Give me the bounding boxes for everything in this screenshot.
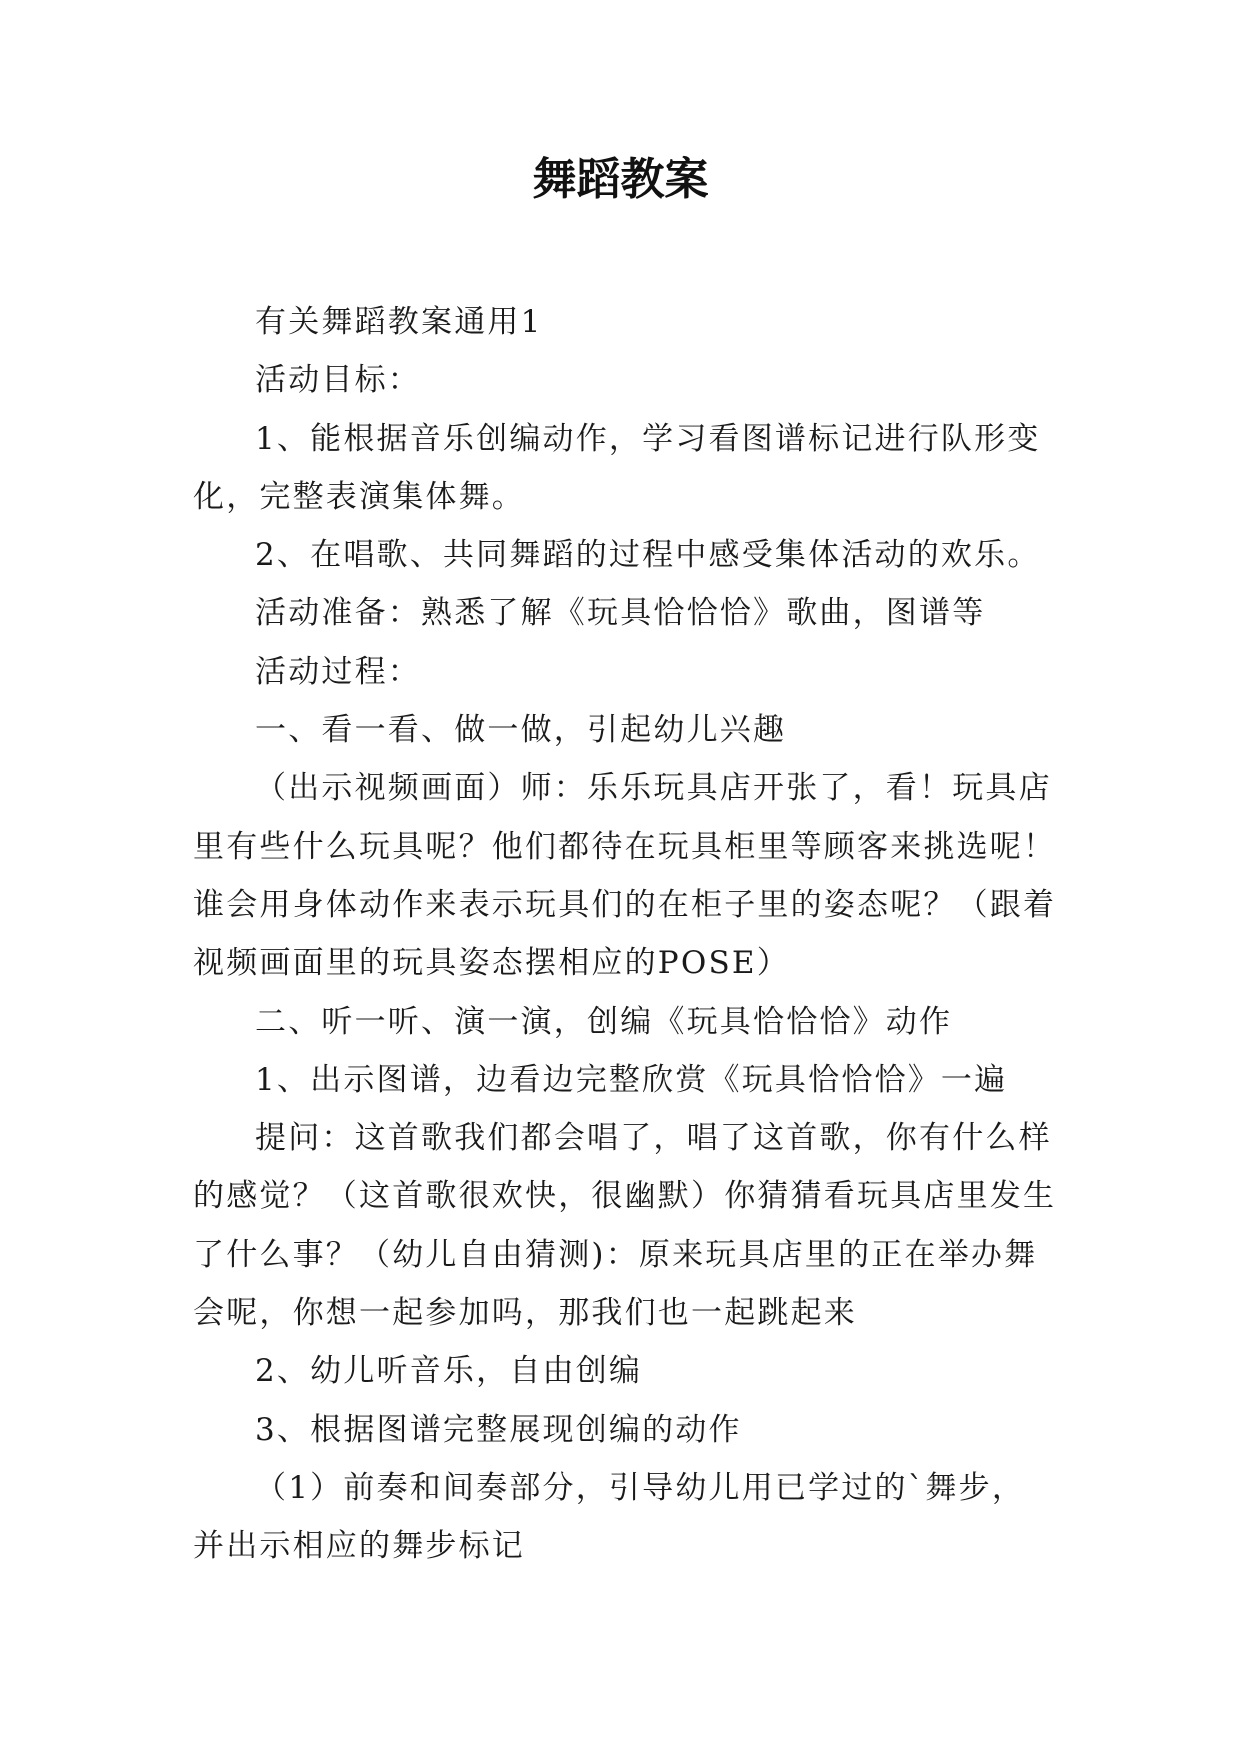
document-title: 舞蹈教案 — [532, 154, 709, 205]
document-body — [193, 293, 1057, 1576]
paragraph-activity-preparation: 活动准备：熟悉了解《玩具恰恰恰》歌曲，图谱等 — [255, 595, 986, 632]
paragraph-step-3: 3、根据图谱完整展现创编的动作 — [255, 1411, 742, 1448]
paragraph-section-2: 二、听一听、演一演，创编《玩具恰恰恰》动作 — [255, 1003, 953, 1040]
paragraph-heading-1: 有关舞蹈教案通用1 — [255, 304, 543, 340]
paragraph-goal-1: 1、能根据音乐创编动作，学习看图谱标记进行队形变化，完整表演集体舞。 — [193, 420, 1041, 515]
paragraph-section-1: 一、看一看、做一做，引起幼儿兴趣 — [255, 712, 787, 749]
paragraph-goal-2: 2、在唱歌、共同舞蹈的过程中感受集体活动的欢乐。 — [255, 537, 1041, 574]
paragraph-activity-process-label: 活动过程： — [255, 653, 421, 690]
paragraph-substep-1: （1）前奏和间奏部分，引导幼儿用已学过的`舞步，并出示相应的舞步标记 — [193, 1469, 1026, 1565]
paragraph-step-2: 2、幼儿听音乐，自由创编 — [255, 1353, 643, 1390]
paragraph-video-intro: （出示视频画面）师：乐乐玩具店开张了，看！玩具店里有些什么玩具呢？他们都待在玩具柜里等顾客来挑选呢！谁会用身体动作来表示玩具们的在柜子里的姿态呢？（跟着视频画面里的玩具姿态摆相应的POSE） — [193, 770, 1057, 982]
paragraph-question: 提问：这首歌我们都会唱了，唱了这首歌，你有什么样的感觉？（这首歌很欢快，很幽默）你猜猜看玩具店里发生了什么事？（幼儿自由猜测)：原来玩具店里的正在举办舞会呢，你想一起参加吗，那我们也一起跳起来 — [193, 1120, 1057, 1332]
paragraph-step-1: 1、出示图谱，边看边完整欣赏《玩具恰恰恰》一遍 — [255, 1061, 1008, 1098]
paragraph-activity-goals-label: 活动目标： — [255, 362, 421, 399]
